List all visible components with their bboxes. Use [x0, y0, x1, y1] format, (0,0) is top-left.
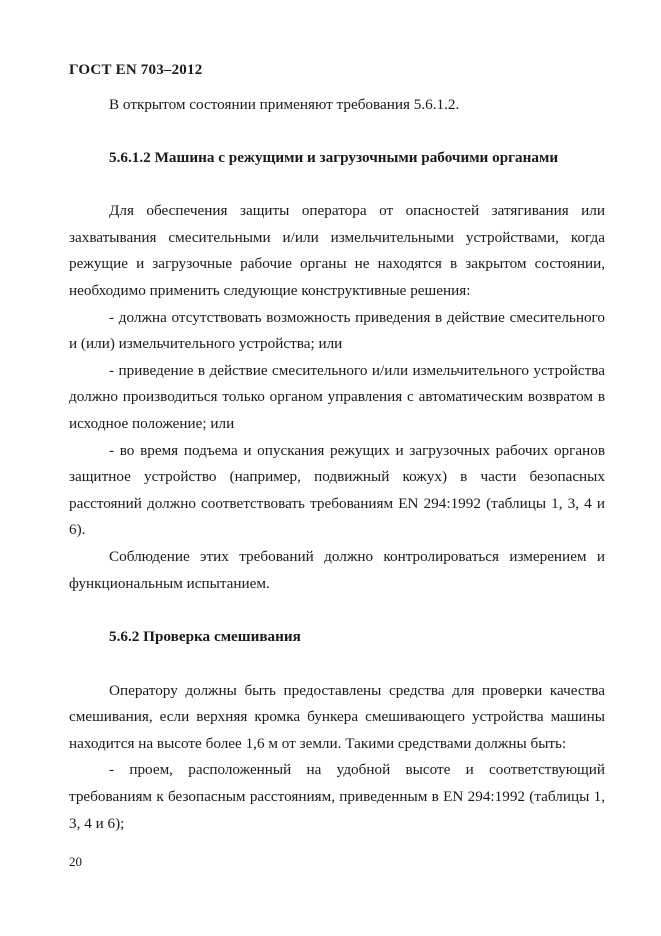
paragraph-mixing-inspection: Оператору должны быть предоставлены средства для проверки качества смешивания, если верхняя кромка бункера смешивающего устройства машины находится на высоте более 1,6 м от земли. Такими средствами должны быть: — [69, 681, 605, 752]
document-body — [69, 92, 605, 837]
page-number: 20 — [69, 854, 82, 869]
spacer — [69, 597, 605, 624]
spacer — [69, 651, 605, 678]
paragraph-open-state: В открытом состоянии применяют требования 5.6.1.2. — [109, 96, 460, 113]
section-heading-5-6-2: 5.6.2 Проверка смешивания — [109, 628, 301, 646]
section-heading-5-6-1-2: 5.6.1.2 Машина с режущими и загрузочными рабочими органами — [109, 148, 559, 166]
standard-code-header: ГОСТ EN 703–2012 — [69, 62, 203, 78]
spacer — [69, 171, 605, 198]
paragraph-protection-measures: Для обеспечения защиты оператора от опасностей затягивания или захватывания смесительными и/или измельчительными устройствами, когда режущие и загрузочные рабочие органы не находятся в закрытом состоянии, необходимо применить следующие конструктивные решения: — [69, 202, 605, 299]
spacer — [69, 119, 605, 145]
paragraph-list-item-opening: - проем, расположенный на удобной высоте и соответствующий требованиям к безопасным расстояниям, приведенным в EN 294:1992 (таблицы 1, 3, 4 и 6); — [69, 761, 605, 832]
paragraph-list-item-1: - должна отсутствовать возможность приведения в действие смесительного и (или) измельчительного устройства; или — [69, 308, 605, 353]
paragraph-list-item-2: - приведение в действие смесительного и/или измельчительного устройства должно производиться только органом управления с автоматическим возвратом в исходное положение; или — [69, 361, 605, 432]
paragraph-compliance-check: Соблюдение этих требований должно контролироваться измерением и функциональным испытанием. — [69, 547, 605, 592]
paragraph-list-item-3: - во время подъема и опускания режущих и загрузочных рабочих органов защитное устройство (например, подвижный кожух) в части безопасных расстояний должно соответствовать требованиям EN 294:1992 (таблицы 1, 3, 4 и 6). — [69, 441, 605, 539]
